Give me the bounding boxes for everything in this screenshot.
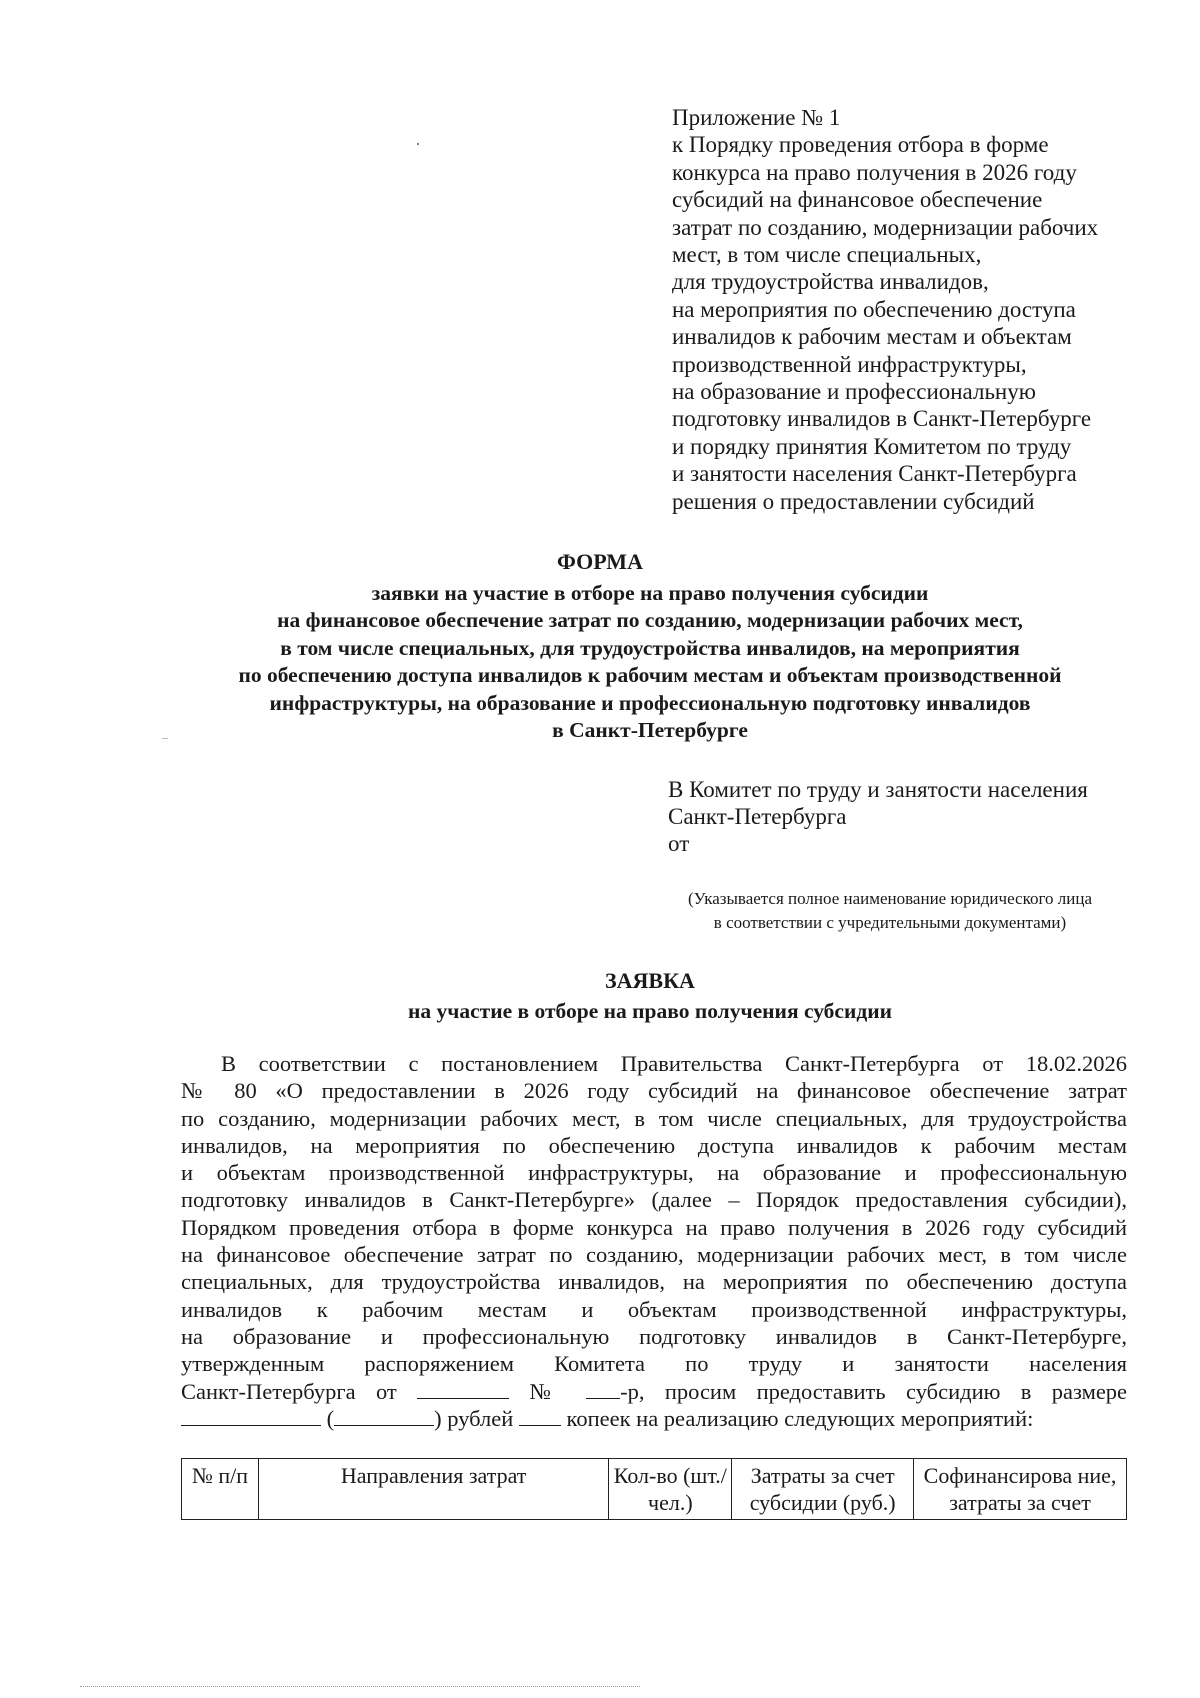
header-cell-quantity: Кол-во (шт./чел.) [609,1459,732,1520]
cost-table [181,1458,1127,1520]
note-line: в соответствии с учредительными документами) [713,913,1067,932]
appendix-line: производственной инфраструктуры, [672,351,1027,377]
order-number-blank[interactable] [586,1380,620,1399]
body-line: по созданию, модернизации рабочих мест, в том числе специальных, для трудоустройства [181,1105,1127,1131]
body-text-fragment: Санкт-Петербурга от [181,1378,397,1404]
form-title: ФОРМА [557,549,643,574]
body-line: № 80 «О предоставлении в 2026 году субсидий на финансовое обеспечение затрат [181,1078,1127,1104]
appendix-line: подготовку инвалидов в Санкт-Петербурге [672,406,1092,432]
body-line: утвержденным распоряжением Комитета по труду и занятости населения [181,1351,1127,1377]
body-text-fragment: ( [326,1405,335,1431]
body-text-fragment: копеек на реализацию следующих мероприятий: [566,1405,1034,1431]
header-cell-cost-direction: Направления затрат [258,1459,609,1520]
body-text-fragment: № [529,1378,566,1404]
addressee-line: Санкт-Петербурга [668,804,847,829]
appendix-line: Приложение № 1 [672,105,841,130]
body-line: инвалидов, на мероприятия по обеспечению доступа инвалидов к рабочим местам [181,1132,1127,1158]
application-title: ЗАЯВКА [605,968,695,993]
body-line: и объектам производственной инфраструктуры, на образование и профессиональную [181,1160,1127,1186]
form-subtitle-line: в Санкт-Петербурге [552,718,748,743]
body-line: инвалидов к рабочим местам и объектам производственной инфраструктуры, [181,1296,1127,1322]
table-header-row [182,1459,1127,1520]
note-line: (Указывается полное наименование юридического лица [688,889,1092,908]
body-line: специальных, для трудоустройства инвалидов, на мероприятия по обеспечению доступа [181,1269,1127,1295]
body-line-date-number [181,1378,1127,1405]
body-line: на образование и профессиональную подготовку инвалидов в Санкт-Петербурге, [181,1323,1127,1349]
appendix-line: субсидий на финансовое обеспечение [672,187,1043,213]
form-subtitle-line: инфраструктуры, на образование и профессиональную подготовку инвалидов [269,690,1031,715]
scan-speck [417,143,419,145]
body-line: на финансовое обеспечение затрат по созданию, модернизации рабочих мест, в том числе [181,1242,1127,1268]
form-subtitle [100,580,1200,744]
applicant-name-note [600,887,1180,935]
body-text-fragment: -р, просим предоставить субсидию в размере [620,1378,1128,1404]
kopecks-blank[interactable] [519,1407,561,1426]
header-cell-cofinancing: Софинансирова ние, затраты за счет [914,1459,1127,1520]
header-cell-number: № п/п [182,1459,259,1520]
form-subtitle-line: заявки на участие в отборе на право получения субсидии [371,581,929,605]
application-subtitle: на участие в отборе на право получения субсидии [407,999,893,1023]
body-line: подготовку инвалидов в Санкт-Петербурге» (далее – Порядок предоставления субсидии), [181,1187,1127,1213]
application-body [181,1050,1127,1432]
appendix-line: для трудоустройства инвалидов, [672,269,989,295]
amount-words-blank[interactable] [334,1407,434,1426]
body-line: Порядком проведения отбора в форме конкурса на право получения в 2026 году субсидий [181,1214,1127,1240]
appendix-line: на мероприятия по обеспечению доступа [672,296,1076,322]
appendix-line: конкурса на право получения в 2026 году [672,159,1077,185]
addressee-line: от [668,831,690,856]
appendix-line: на образование и профессиональную [672,379,1036,405]
addressee-block [668,776,1168,857]
appendix-line: мест, в том числе специальных, [672,242,982,268]
form-subtitle-line: на финансовое обеспечение затрат по созданию, модернизации рабочих мест, [277,608,1023,633]
scan-artifact-line [80,1686,640,1687]
body-text-fragment: ) рублей [434,1405,514,1431]
body-line-amount [181,1405,1127,1432]
appendix-line: и занятости населения Санкт-Петербурга [672,461,1077,487]
appendix-line: инвалидов к рабочим местам и объектам [672,324,1072,350]
form-subtitle-line: в том числе специальных, для трудоустройства инвалидов, на мероприятия [280,635,1020,660]
appendix-line: к Порядку проведения отбора в форме [672,132,1049,158]
date-blank[interactable] [417,1380,509,1399]
appendix-block [672,104,1172,515]
addressee-line: В Комитет по труду и занятости населения [668,777,1088,802]
appendix-line: и порядку принятия Комитетом по труду [672,433,1072,459]
body-line: В соответствии с постановлением Правительства Санкт-Петербурга от 18.02.2026 [221,1051,1127,1076]
appendix-line: решения о предоставлении субсидий [672,488,1035,514]
amount-digits-blank[interactable] [181,1407,321,1426]
form-subtitle-line: по обеспечению доступа инвалидов к рабочим местам и объектам производственной [238,663,1062,688]
header-cell-subsidy-costs: Затраты за счет субсидии (руб.) [732,1459,914,1520]
appendix-line: затрат по созданию, модернизации рабочих [672,214,1099,240]
